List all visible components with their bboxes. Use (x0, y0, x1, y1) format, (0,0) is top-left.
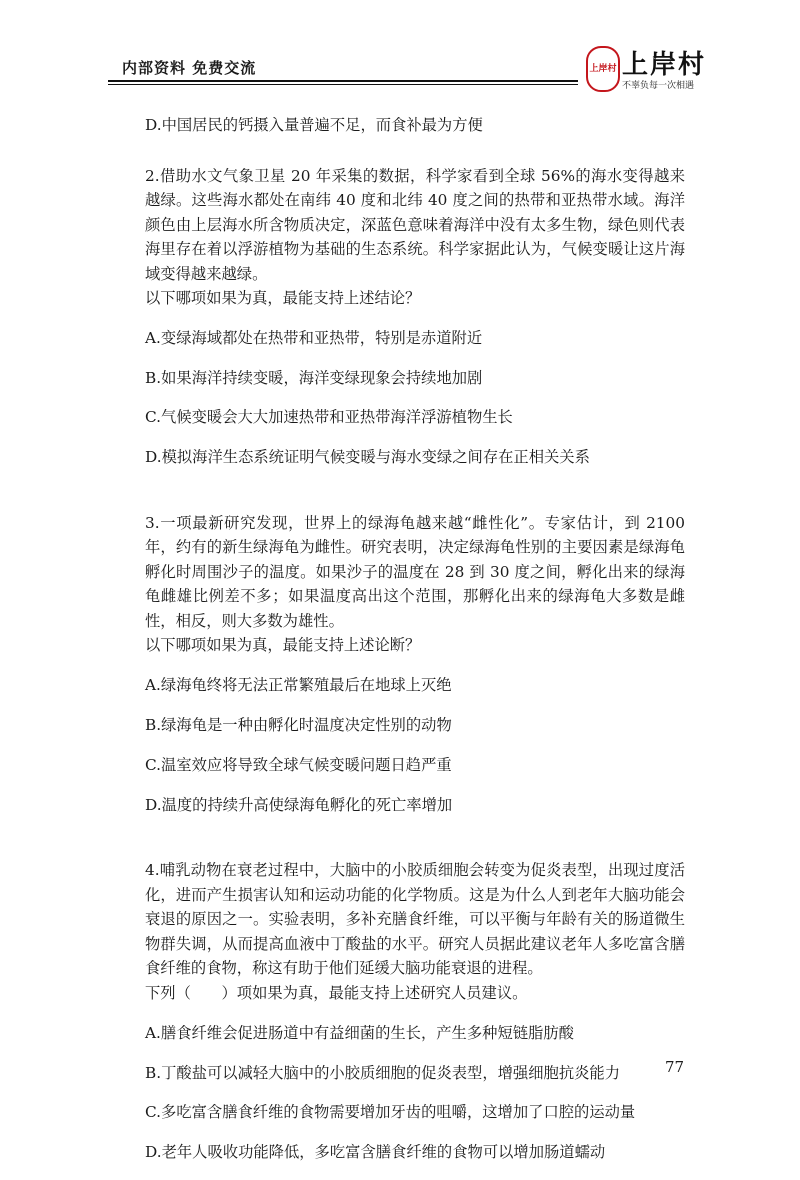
q2-option-d: D.模拟海洋生态系统证明气候变暖与海水变绿之间存在正相关关系 (145, 448, 590, 467)
q2-prompt: 以下哪项如果为真，最能支持上述结论？ (145, 289, 421, 307)
q4-option-d: D.老年人吸收功能降低，多吃富含膳食纤维的食物可以增加肠道蠕动 (145, 1143, 606, 1162)
q2-option-a: A.变绿海域都处在热带和亚热带，特别是赤道附近 (145, 328, 483, 347)
q1-option-d: D.中国居民的钙摄入量普遍不足，而食补最为方便 (145, 116, 483, 134)
page-number: 77 (665, 1058, 685, 1076)
q4-option-b: B.丁酸盐可以减轻大脑中的小胶质细胞的促炎表型，增强细胞抗炎能力 (145, 1063, 621, 1082)
brand-logo (586, 44, 706, 92)
q3-option-c: C.温室效应将导致全球气候变暖问题日趋严重 (145, 755, 452, 774)
q4-prompt: 下列（ ）项如果为真，最能支持上述研究人员建议。 (145, 983, 528, 1002)
header-divider-thin (108, 84, 578, 85)
q4-option-c: C.多吃富含膳食纤维的食物需要增加牙齿的咀嚼，这增加了口腔的运动量 (145, 1103, 636, 1122)
header-divider (108, 80, 578, 82)
q3-stem: 3.一项最新研究发现，世界上的绿海龟越来越“雌性化”。专家估计，到 2100 年，约有的新生绿海龟为雌性。研究表明，决定绿海龟性别的主要因素是绿海龟孵化时周围沙子的温度。如果沙子的温度在 28 到 30 度之间，孵化出来的绿海龟雌雄比例差不多；如果温度高出这个范围，那孵化出来的绿海龟大多数是雌性，相反，则大多数为雄性。 (145, 513, 685, 630)
q3-option-a: A.绿海龟终将无法正常繁殖最后在地球上灭绝 (145, 676, 452, 695)
q4-stem: 4.哺乳动物在衰老过程中，大脑中的小胶质细胞会转变为促炎表型，出现过度活化，进而产生损害认知和运动功能的化学物质。这是为什么人到老年大脑功能会衰退的原因之一。实验表明，多补充膳食纤维，可以平衡与年龄有关的肠道微生物群失调，从而提高血液中丁酸盐的水平。研究人员据此建议老年人多吃富含膳食纤维的食物，称这有助于他们延缓大脑功能衰退的进程。 (145, 861, 685, 978)
logo-slogan: 不辜负每一次相遇 (622, 81, 695, 91)
q2-option-b: B.如果海洋持续变暖，海洋变绿现象会持续地加剧 (145, 368, 483, 387)
q4-option-a: A.膳食纤维会促进肠道中有益细菌的生长，产生多种短链脂肪酸 (145, 1023, 574, 1042)
document-body (145, 113, 685, 1180)
q3-option-b: B.绿海龟是一种由孵化时温度决定性别的动物 (145, 716, 452, 735)
q3-option-d: D.温度的持续升高使绿海龟孵化的死亡率增加 (145, 795, 453, 814)
question-2 (145, 164, 685, 470)
logo-seal-icon: 上岸村 (586, 46, 620, 92)
q2-option-c: C.气候变暖会大大加速热带和亚热带海洋浮游植物生长 (145, 408, 513, 427)
question-4 (145, 858, 685, 1164)
question-3 (145, 511, 685, 817)
logo-name: 上岸村 (622, 50, 707, 80)
q2-stem: 2.借助水文气象卫星 20 年采集的数据，科学家看到全球 56%的海水变得越来越绿。这些海水都处在南纬 40 度和北纬 40 度之间的热带和亚热带水域。海洋颜色由上层海水所含物质决定，深蓝色意味着海洋中没有太多生物，绿色则代表海里存在着以浮游植物为基础的生态系统。科学家据此认为，气候变暖让这片海域变得越来越绿。 (145, 166, 685, 283)
header-title: 内部资料 免费交流 (122, 59, 257, 77)
q3-prompt: 以下哪项如果为真，最能支持上述论断？ (145, 636, 421, 655)
